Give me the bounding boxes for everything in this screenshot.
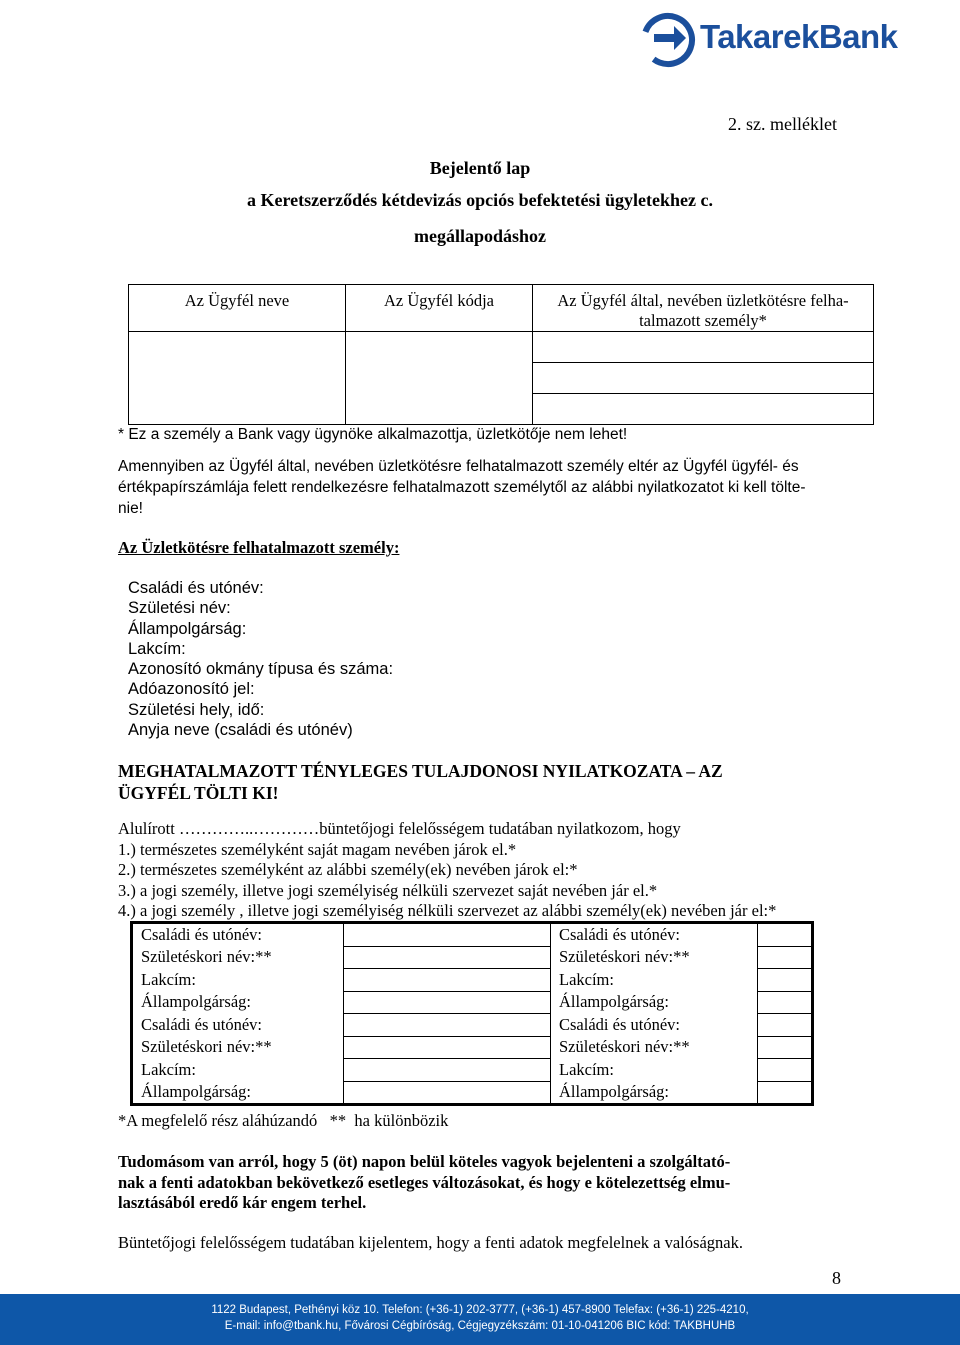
bank-logo-text: [700, 18, 898, 56]
takarekbank-logo-icon: [640, 12, 696, 68]
owner-field-input[interactable]: [758, 969, 813, 992]
owner-field-label: Családi és utónév:: [551, 923, 758, 947]
field-label: Adóazonosító jel:: [128, 680, 255, 699]
owner-field-input[interactable]: [344, 1059, 551, 1082]
field-label: Anyja neve (családi és utónév): [128, 721, 353, 740]
footer-contact-line: E-mail: info@tbank.hu, Fővárosi Cégbíróság, Cégjegyzékszám: 01-10-041206 BIC kód: TAKBHUHB: [224, 1320, 736, 1332]
authorized-person-field[interactable]: [533, 332, 873, 363]
field-label: Lakcím:: [128, 639, 186, 658]
owner-field-label: Lakcím:: [551, 969, 758, 992]
statements: [118, 819, 776, 922]
authorized-person-field[interactable]: [533, 363, 873, 394]
statement-line: 4.) a jogi személy , illetve jogi személyiség nélküli szervezet az alábbi személy(ek) nevében jár el:*: [118, 901, 777, 920]
title-line-1: Bejelentő lap: [429, 158, 531, 178]
owner-field-label: Születéskori név:**: [551, 946, 758, 969]
client-name-header: Az Ügyfél neve: [129, 285, 346, 332]
table-row: [132, 1014, 813, 1037]
obligation-line: nak a fenti adatokban bekövetkező esetleges változásokat, és hogy e kötelezettség elmu-: [118, 1172, 731, 1192]
owner-field-label: Állampolgárság:: [551, 991, 758, 1014]
field-label: Állampolgárság:: [128, 619, 247, 638]
field-label: Azonosító okmány típusa és száma:: [128, 660, 394, 679]
title-line-3: megállapodáshoz: [413, 226, 546, 246]
table-row: [132, 991, 813, 1014]
note-restriction: * Ez a személy a Bank vagy ügynöke alkalmazottja, üzletkötője nem lehet!: [118, 426, 628, 443]
owner-field-label: Születéskori név:**: [551, 1036, 758, 1059]
instruction-line: Amennyiben az Ügyfél által, nevében üzletkötésre felhatalmazott személy eltér az Ügyfél ügyfél- és: [118, 458, 799, 475]
owner-field-input[interactable]: [344, 991, 551, 1014]
owner-field-label: Állampolgárság:: [132, 991, 344, 1014]
owner-field-input[interactable]: [758, 991, 813, 1014]
authorized-person-cell: [533, 332, 874, 425]
client-table: [128, 284, 874, 425]
declaration-title: [118, 760, 798, 804]
obligation-line: lasztásából eredő kár engem terhel.: [118, 1193, 367, 1212]
instruction-line: értékpapírszámlája felett rendelkezésre felhatalmazott személytől az alábbi nyilatkozatot ki kell tölte-: [118, 479, 806, 496]
final-declaration: Büntetőjogi felelősségem tudatában kijelentem, hogy a fenti adatok megfelelnek a valóságnak.: [118, 1233, 743, 1252]
owner-field-label: Családi és utónév:: [551, 1014, 758, 1037]
logo-text-part: Bank: [818, 18, 898, 55]
authorized-person-header-line: Az Ügyfél által, nevében üzletkötésre felha-: [557, 291, 849, 310]
statement-line: Alulírott …………..…………büntetőjogi felelősségem tudatában nyilatkozom, hogy: [118, 819, 681, 838]
person-fields: [128, 578, 393, 740]
owner-field-label: Családi és utónév:: [132, 1014, 344, 1037]
table-row: [132, 1059, 813, 1082]
owner-field-input[interactable]: [344, 969, 551, 992]
statement-line: 3.) a jogi személy, illetve jogi személyiség nélküli szervezet saját nevében jár el.*: [118, 880, 658, 900]
notification-obligation: [118, 1152, 798, 1214]
owner-field-input[interactable]: [344, 1081, 551, 1105]
client-name-cell[interactable]: [129, 332, 346, 425]
owner-field-input[interactable]: [344, 923, 551, 947]
page-footer: [0, 1294, 960, 1345]
section-heading: Az Üzletkötésre felhatalmazott személy:: [118, 538, 400, 557]
owner-field-input[interactable]: [758, 1081, 813, 1105]
beneficial-owner-table: [130, 921, 814, 1106]
authorized-person-header: [533, 285, 874, 332]
instruction-line: nie!: [118, 500, 143, 517]
obligation-line: Tudomásom van arról, hogy 5 (öt) napon belül köteles vagyok bejelenteni a szolgáltató-: [118, 1152, 731, 1171]
owner-field-input[interactable]: [758, 923, 813, 947]
authorized-person-field[interactable]: [533, 394, 873, 425]
footer-address-line: 1122 Budapest, Pethényi köz 10. Telefon: (+36-1) 202-3777, (+36-1) 457-8900 Telefax: (+36-1) 225-4210,: [211, 1304, 749, 1316]
field-label: Családi és utónév:: [128, 579, 264, 597]
client-code-cell[interactable]: [346, 332, 533, 425]
field-label: Születési hely, idő:: [128, 700, 265, 719]
owner-field-label: Állampolgárság:: [551, 1081, 758, 1105]
annex-label: 2. sz. melléklet: [728, 114, 837, 134]
logo-text-part: ek: [783, 18, 819, 55]
owner-field-label: Állampolgárság:: [132, 1081, 344, 1105]
authorized-person-subtable: [533, 332, 873, 424]
table-row: [132, 1036, 813, 1059]
instruction-paragraph: [118, 456, 848, 519]
owner-field-label: Családi és utónév:: [132, 923, 344, 947]
owner-field-input[interactable]: [758, 946, 813, 969]
title-line-2: a Keretszerződés kétdevizás opciós befektetési ügyletekhez c.: [246, 190, 714, 210]
client-code-header: Az Ügyfél kódja: [346, 285, 533, 332]
footnote: *A megfelelő rész aláhúzandó ** ha különbözik: [118, 1111, 449, 1130]
table-row: [132, 969, 813, 992]
owner-field-input[interactable]: [758, 1059, 813, 1082]
owner-field-input[interactable]: [344, 946, 551, 969]
owner-field-input[interactable]: [344, 1014, 551, 1037]
owner-field-label: Lakcím:: [551, 1059, 758, 1082]
declaration-title-line: ÜGYFÉL TÖLTI KI!: [118, 783, 279, 803]
table-row: [132, 1081, 813, 1105]
declaration-title-line: MEGHATALMAZOTT TÉNYLEGES TULAJDONOSI NYILATKOZATA – AZ: [118, 761, 723, 781]
field-label: Születési név:: [128, 599, 231, 618]
owner-field-input[interactable]: [344, 1036, 551, 1059]
table-row: [132, 923, 813, 947]
statement-line: 1.) természetes személyként saját magam nevében járok el.*: [118, 839, 517, 859]
owner-field-input[interactable]: [758, 1014, 813, 1037]
logo-text-part: Takar: [700, 18, 784, 55]
authorized-person-header-line: talmazott személy*: [639, 311, 767, 330]
owner-field-label: Lakcím:: [132, 1059, 344, 1082]
owner-field-input[interactable]: [758, 1036, 813, 1059]
table-row: [132, 946, 813, 969]
page-number: 8: [832, 1268, 841, 1288]
owner-field-label: Lakcím:: [132, 969, 344, 992]
owner-field-label: Születéskori név:**: [132, 946, 344, 969]
owner-field-label: Születéskori név:**: [132, 1036, 344, 1059]
statement-line: 2.) természetes személyként az alábbi személy(ek) nevében járok el:*: [118, 860, 578, 879]
